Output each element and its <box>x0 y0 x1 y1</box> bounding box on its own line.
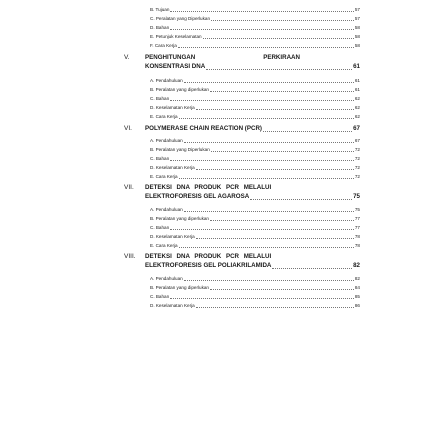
section-numeral: VI. <box>124 125 132 132</box>
section-numeral: VIII. <box>124 253 136 260</box>
entry-label: C. Bahan <box>150 96 170 101</box>
entry-label: E. Cara Kerja <box>150 114 178 119</box>
page-number: 78 <box>354 243 360 248</box>
page-number: 62 <box>354 105 360 110</box>
dot-leader <box>179 178 354 179</box>
entry-label: A. Pendahuluan <box>150 207 183 212</box>
entry-label: ELEKTROFORESIS GEL POLIAKRILAMIDA <box>145 262 272 269</box>
toc-subentry <box>150 96 360 102</box>
section-title-part: PERKIRAAN <box>263 54 300 61</box>
entry-label: C. Bahan <box>150 294 170 299</box>
toc-subentry <box>150 138 360 144</box>
dot-leader <box>196 109 354 110</box>
entry-label: ELEKTROFORESIS GEL AGAROSA <box>145 193 250 200</box>
page-number: 77 <box>354 225 360 230</box>
page-number: 72 <box>354 156 360 161</box>
page-number: 75 <box>353 193 360 200</box>
toc-subentry <box>150 114 360 120</box>
dot-leader <box>210 220 354 221</box>
toc-section-title-line2 <box>145 63 360 71</box>
page-number: 57 <box>354 16 360 21</box>
dot-leader <box>196 238 354 239</box>
page-number: 61 <box>354 78 360 83</box>
toc-subentry <box>150 276 360 282</box>
entry-label: D. Keselamatan Kerja <box>150 234 195 239</box>
entry-label: C. Bahan <box>150 156 170 161</box>
section-title-part: DETEKSI DNA PRODUK PCR MELALUI <box>145 253 272 260</box>
toc-subentry <box>150 285 360 291</box>
dot-leader <box>210 289 354 290</box>
toc-subentry <box>150 207 360 213</box>
toc-subentry <box>150 34 360 40</box>
dot-leader <box>178 47 354 48</box>
toc-subentry <box>150 105 360 111</box>
toc-section-title <box>145 125 360 133</box>
section-numeral: V. <box>124 54 130 61</box>
dot-leader <box>170 229 354 230</box>
dot-leader <box>170 11 353 12</box>
toc-section-title-line2 <box>145 262 360 270</box>
dot-leader <box>170 298 354 299</box>
toc-subentry <box>150 303 360 309</box>
toc-subentry <box>150 294 360 300</box>
dot-leader <box>184 211 354 212</box>
entry-label: B. Peralatan yang Diperlukan <box>150 147 210 152</box>
entry-label: A. Pendahuluan <box>150 138 183 143</box>
page-number: 61 <box>354 87 360 92</box>
entry-label: E. Petunjuk Keselamatan <box>150 34 202 39</box>
page-number: 75 <box>354 207 360 212</box>
dot-leader <box>184 82 354 83</box>
toc-section-title-line1 <box>145 54 360 62</box>
entry-label: A. Pendahuluan <box>150 276 183 281</box>
entry-label: KONSENTRASI DNA <box>145 63 206 70</box>
toc-subentry <box>150 156 360 162</box>
toc-subentry <box>150 78 360 84</box>
entry-label: B. Tujuan <box>150 7 170 12</box>
section-title-part: DETEKSI DNA PRODUK PCR MELALUI <box>145 184 272 191</box>
entry-label: C. Bahan <box>150 225 170 230</box>
dot-leader <box>211 151 354 152</box>
entry-label: E. Cara Kerja <box>150 243 178 248</box>
toc-subentry <box>150 16 360 22</box>
page-number: 72 <box>354 174 360 179</box>
dot-leader <box>179 118 354 119</box>
page-number: 62 <box>354 96 360 101</box>
toc-section-title-line1 <box>145 253 360 261</box>
page-number: 85 <box>354 294 360 299</box>
toc-subentry <box>150 174 360 180</box>
entry-label: B. Peralatan yang diperlukan <box>150 216 209 221</box>
dot-leader <box>179 247 354 248</box>
toc-subentry <box>150 43 360 49</box>
dot-leader <box>184 142 354 143</box>
entry-label: B. Peralatan yang diperlukan <box>150 87 209 92</box>
dot-leader <box>263 131 352 132</box>
toc-subentry <box>150 7 360 13</box>
dot-leader <box>210 91 354 92</box>
page-number: 77 <box>354 216 360 221</box>
dot-leader <box>196 307 354 308</box>
dot-leader <box>211 20 354 21</box>
dot-leader <box>170 29 354 30</box>
section-numeral: VII. <box>124 184 134 191</box>
entry-label: A. Pendahuluan <box>150 78 183 83</box>
page-number: 84 <box>354 285 360 290</box>
toc-subentry <box>150 165 360 171</box>
page-number: 62 <box>354 114 360 119</box>
dot-leader <box>272 268 352 269</box>
page-number: 58 <box>354 34 360 39</box>
page-number: 67 <box>353 125 360 132</box>
toc-subentry <box>150 225 360 231</box>
page-number: 72 <box>354 147 360 152</box>
dot-leader <box>170 160 354 161</box>
entry-label: D. Keselamatan Kerja <box>150 165 195 170</box>
entry-label: F. Cara Kerja <box>150 43 177 48</box>
section-title-part: PENGHITUNGAN <box>145 54 196 61</box>
toc-subentry <box>150 234 360 240</box>
page-number: 58 <box>354 43 360 48</box>
page-number: 86 <box>354 303 360 308</box>
page-number: 82 <box>353 262 360 269</box>
page-number: 67 <box>354 138 360 143</box>
page-number: 57 <box>354 7 360 12</box>
entry-label: D. Keselamatan Kerja <box>150 303 195 308</box>
toc-subentry <box>150 87 360 93</box>
page-number: 61 <box>353 63 360 70</box>
dot-leader <box>196 169 354 170</box>
toc-subentry <box>150 25 360 31</box>
dot-leader <box>170 100 354 101</box>
page-number: 82 <box>354 276 360 281</box>
dot-leader <box>203 38 354 39</box>
page-number: 72 <box>354 165 360 170</box>
toc-subentry <box>150 216 360 222</box>
entry-label: E. Cara Kerja <box>150 174 178 179</box>
toc-subentry <box>150 147 360 153</box>
entry-label: D. Keselamatan Kerja <box>150 105 195 110</box>
toc-subentry <box>150 243 360 249</box>
entry-label: B. Peralatan yang diperlukan <box>150 285 209 290</box>
page-number: 78 <box>354 234 360 239</box>
dot-leader <box>184 280 354 281</box>
entry-label: D. Bahan <box>150 25 170 30</box>
toc-section-title-line2 <box>145 193 360 201</box>
dot-leader <box>206 69 352 70</box>
dot-leader <box>250 199 352 200</box>
entry-label: C. Peralatan yang Diperlukan <box>150 16 211 21</box>
toc-section-title-line1 <box>145 184 360 192</box>
entry-label: POLYMERASE CHAIN REACTION (PCR) <box>145 125 262 132</box>
page-number: 58 <box>354 25 360 30</box>
